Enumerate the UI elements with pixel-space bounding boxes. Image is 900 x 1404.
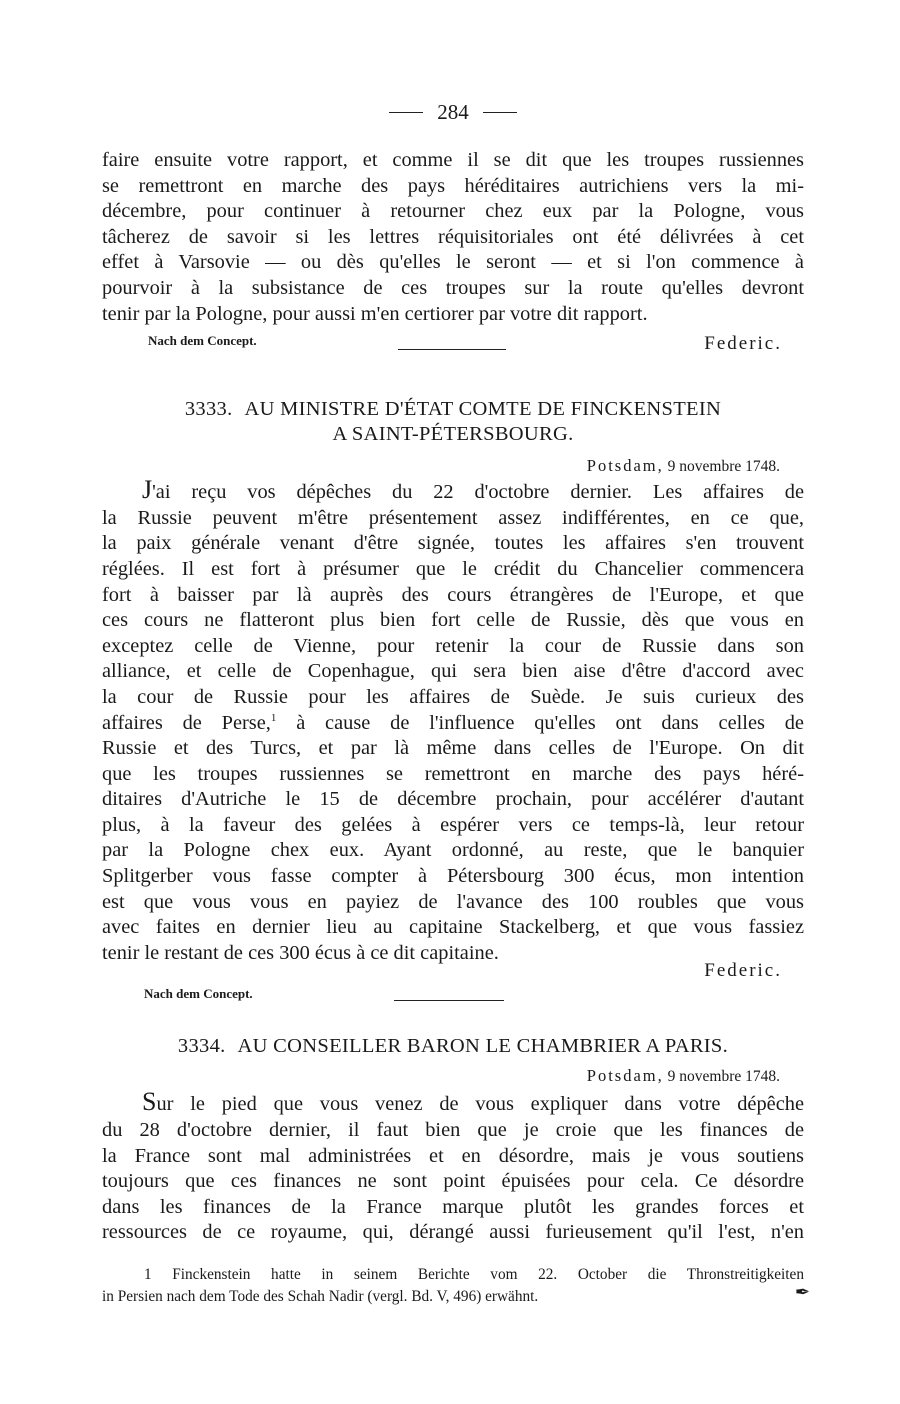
date-place: Potsdam,: [586, 1066, 664, 1086]
text-line: effet à Varsovie — ou dès qu'elles le seront — et si l'on commence à: [102, 251, 804, 274]
footnote: [102, 1264, 804, 1308]
text-line: la Russie peuvent m'être présentement assez indifférentes, en ce que,: [102, 506, 804, 529]
text-line: ditaires d'Autriche le 15 de décembre prochain, pour accélérer d'autant: [102, 788, 804, 811]
text-fragment: affaires de Perse,: [102, 711, 271, 734]
letter-3333-heading: [102, 397, 804, 447]
text-fragment: à cause de l'influence qu'elles ont dans celles de: [276, 711, 804, 734]
letter-3334-heading: [102, 1034, 804, 1059]
text-line: Russie et des Turcs, et par là même dans celles de l'Europe. On dit: [102, 737, 804, 760]
date-value: 9 novembre 1748.: [667, 458, 780, 476]
text-line: se remettront en marche des pays héréditaires autrichiens vers la mi-: [102, 174, 804, 197]
signature: Federic.: [704, 333, 782, 355]
letter-3334-date: [102, 1063, 780, 1090]
text-line: pourvoir à la subsistance de ces troupes sur la route qu'elles devront: [102, 276, 804, 299]
text-line: dans les finances de la France marque plutôt les grandes forces et: [102, 1195, 804, 1218]
letter-number: 3333.: [184, 398, 233, 421]
text-line: faire ensuite votre rapport, et comme il se dit que les troupes russiennes: [102, 149, 804, 171]
text-fragment: ur le pied que vous venez de vous expliquer dans votre dépêche: [156, 1093, 804, 1116]
text-line: plus, à la faveur des gelées à espérer vers ce temps-là, leur retour: [102, 813, 804, 836]
text-line: [102, 1087, 804, 1118]
text-line: fort à baisser par là auprès des cours étrangères de l'Europe, et que: [102, 583, 804, 606]
letter-3333-date: [102, 453, 780, 480]
text-fragment: Finckenstein hatte in seinem Berichte vom 22. October die Thronstreitigkeiten: [151, 1266, 804, 1283]
text-line: est que vous vous en payiez de l'avance des 100 roubles que vous: [102, 890, 804, 913]
initial-letter: S: [142, 1087, 157, 1117]
text-line: la paix générale venant d'être signée, toutes les affaires s'en trouvent: [102, 532, 804, 555]
source-note: Nach dem Concept.: [144, 986, 253, 1002]
letter-number: 3334.: [177, 1035, 226, 1058]
heading-line: AU MINISTRE D'ÉTAT COMTE DE FINCKENSTEIN: [244, 398, 722, 421]
letter-3334-body: [102, 1087, 804, 1246]
text-line: par la Pologne chex eux. Ayant ordonné, au reste, que le banquier: [102, 839, 804, 862]
section-rule: [394, 1000, 504, 1001]
text-line: alliance, et celle de Copenhague, qui sera bien aise d'être d'accord avec: [102, 660, 804, 683]
footnote-line: [102, 1264, 804, 1286]
text-line: du 28 d'octobre dernier, il faut bien que je croie que les finances de: [102, 1119, 804, 1142]
date-value: 9 novembre 1748.: [667, 1068, 780, 1086]
page: [102, 96, 804, 1308]
text-line: ces cours ne flatteront plus bien fort celle de Russie, dès que vous en: [102, 609, 804, 632]
footnote-number: 1: [144, 1266, 152, 1283]
letter-3333-body: [102, 475, 804, 966]
text-line: [102, 711, 804, 737]
text-line: réglées. Il est fort à présumer que le crédit du Chancelier commencera: [102, 557, 804, 580]
text-line: tâcherez de savoir si les lettres réquisitoriales ont été délivrées à cet: [102, 225, 804, 248]
dash-right: [483, 112, 517, 113]
signature: Federic.: [704, 960, 782, 982]
text-line: toujours que ces finances ne sont point épuisées pour cela. Ce désordre: [102, 1170, 804, 1193]
intro-paragraph: [102, 148, 804, 327]
footnote-mark: 1: [270, 711, 277, 724]
ink-mark-icon: ✒: [794, 1282, 810, 1302]
text-line: exceptez celle de Vienne, pour retenir la cour de Russie dans son: [102, 634, 804, 657]
page-number: [102, 96, 804, 128]
section-rule: [398, 349, 506, 350]
dash-left: [389, 112, 423, 113]
letter-3333-signature-row: [102, 960, 804, 1004]
source-note: Nach dem Concept.: [148, 333, 257, 349]
text-line: tenir le restant de ces 300 écus à ce dit capitaine.: [102, 941, 499, 964]
text-line: que les troupes russiennes se remettront en marche des pays héré-: [102, 762, 804, 785]
text-line: tenir par la Pologne, pour aussi m'en certiorer par votre dit rapport.: [102, 302, 648, 325]
page-number-text: 284: [437, 100, 469, 124]
heading-line: A SAINT-PÉTERSBOURG.: [332, 423, 574, 446]
text-line: Splitgerber vous fasse compter à Pétersbourg 300 écus, mon intention: [102, 865, 804, 888]
text-line: la France sont mal administrées et en désordre, mais je vous soutiens: [102, 1144, 804, 1167]
text-line: avec faites en dernier lieu au capitaine Stackelberg, et que vous fassiez: [102, 916, 804, 939]
text-fragment: 'ai reçu vos dépêches du 22 d'octobre dernier. Les affaires de: [152, 481, 804, 504]
text-line: décembre, pour continuer à retourner chez eux par la Pologne, vous: [102, 200, 804, 223]
text-line: ressources de ce royaume, qui, dérangé aussi furieusement qu'il l'est, n'en: [102, 1221, 804, 1244]
date-place: Potsdam,: [586, 456, 664, 476]
text-line: la cour de Russie pour les affaires de Suède. Je suis curieux des: [102, 685, 804, 708]
text-line: [102, 475, 804, 506]
footnote-line: in Persien nach dem Tode des Schah Nadir (vergl. Bd. V, 496) erwähnt.: [102, 1288, 539, 1305]
heading-line: AU CONSEILLER BARON LE CHAMBRIER A PARIS.: [237, 1035, 729, 1058]
intro-signature-row: [102, 333, 804, 363]
initial-letter: J: [142, 475, 153, 505]
